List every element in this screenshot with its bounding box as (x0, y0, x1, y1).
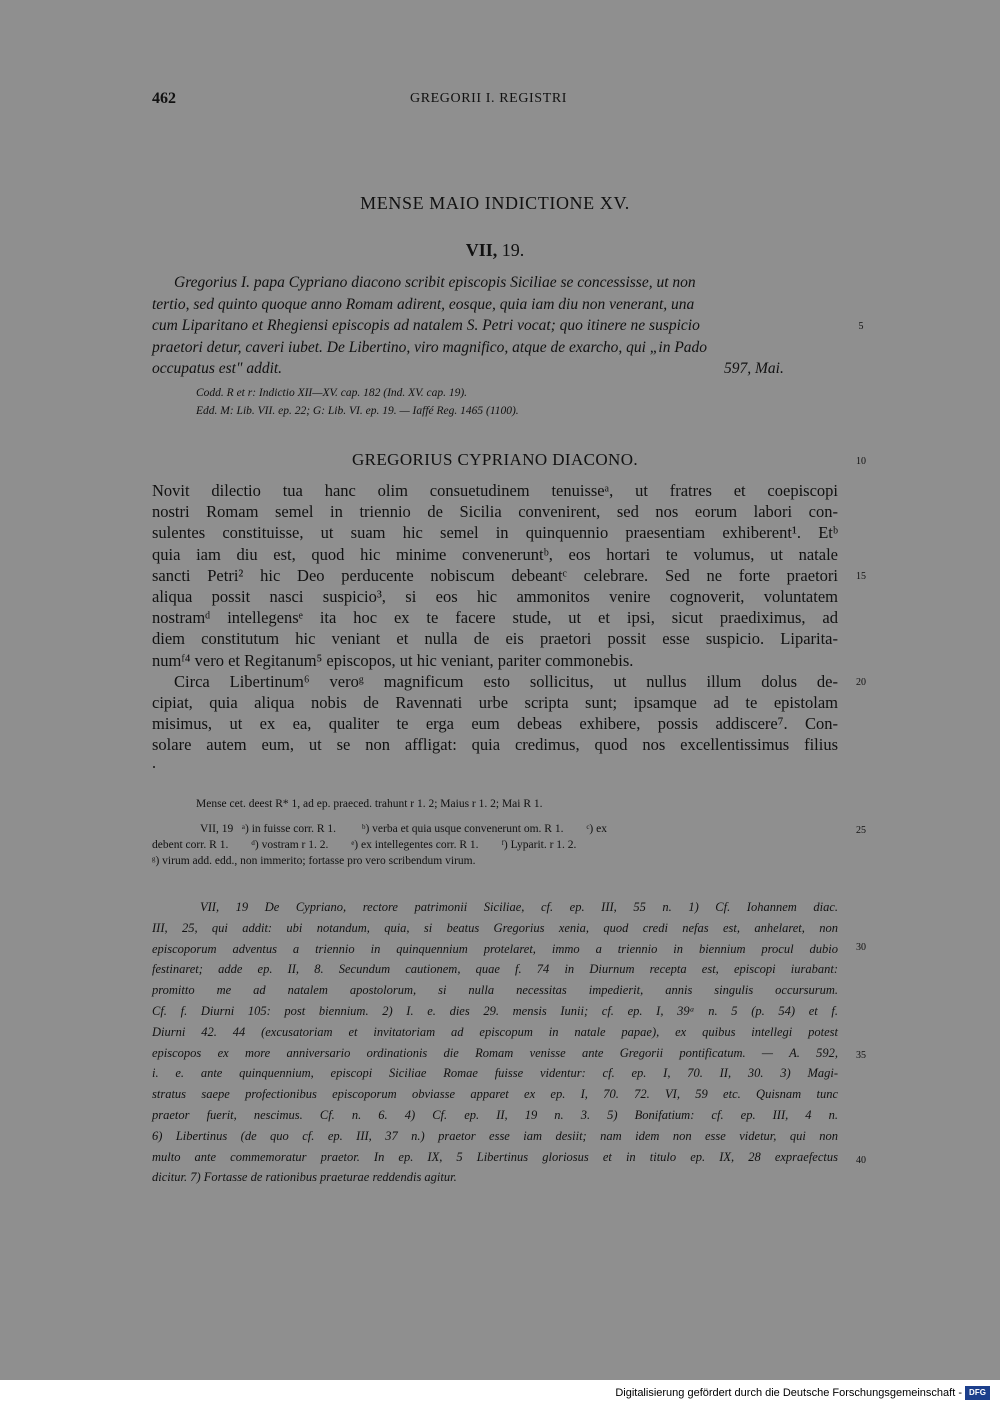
line-number-25: 25 (856, 825, 866, 836)
editions-line: Edd. M: Lib. VII. ep. 22; G: Lib. VI. ep. 19. — Iaffé Reg. 1465 (1100). (196, 405, 519, 417)
line-number-40: 40 (856, 1155, 866, 1166)
letter-address: GREGORIUS CYPRIANO DIACONO. (351, 450, 639, 469)
letter-number-bold: VII, (465, 240, 498, 260)
note-line: episcopos ex more anniversario ordinationis die Romam venisse ante Gregorii pontificatum. — A. 592, (152, 1045, 838, 1060)
dfg-logo-icon: DFG (965, 1386, 990, 1400)
abstract-line: cum Liparitano et Rhegiensi episcopis ad natalem S. Petri vocat; quo itinere ne suspicio (152, 317, 700, 335)
body-line: misimus, ut ex ea, qualiter te erga eum debeas exhibere, possis addiscere⁷. Con- (152, 714, 838, 734)
stray-dot (153, 766, 155, 768)
note-line: episcoporum adventus a triennio in quinquennium protelaret, immo a triennio in biennium procul dubio (152, 941, 838, 956)
page-number: 462 (152, 90, 176, 107)
explanatory-notes (152, 897, 838, 1188)
body-line: numᶠ⁴ vero et Regitanum⁵ episcopos, ut hic veniant, pariter commonebis. (152, 650, 634, 670)
note-line: multo ante commemoratur praetor. In ep. IX, 5 Libertinus gloriosus et in titulo ep. IX, 28 expraefectus (152, 1149, 838, 1164)
codices-line: Codd. R et r: Indictio XII—XV. cap. 182 (Ind. XV. cap. 19). (196, 387, 468, 399)
apparatus-line: VII, 19 ᵃ) in fuisse corr. R 1. ᵇ) verba et quia usque convenerunt om. R 1. ᶜ) ex (200, 823, 607, 835)
note-line: III, 25, qui addit: ubi notandum, quia, si beatus Gregorius xenia, quod credi nefas est, anhelaret, non (152, 920, 838, 935)
line-number-30: 30 (856, 942, 866, 953)
abstract (152, 272, 838, 380)
letter-number-rest: 19. (497, 240, 525, 260)
line-number-35: 35 (856, 1050, 866, 1061)
line-number-15: 15 (856, 571, 866, 582)
section-title: MENSE MAIO INDICTIONE XV. (360, 193, 630, 213)
note-line: VII, 19 De Cypriano, rectore patrimonii Siciliae, cf. ep. III, 55 n. 1) Cf. Iohannem diac. (200, 900, 838, 914)
line-number-10: 10 (856, 456, 866, 467)
body-line: nostramᵈ intellegensᵉ ita hoc ex te facere stude, ut et ipsi, sicut praediximus, ad (152, 608, 838, 628)
apparatus-line: ᵍ) virum add. edd., non immerito; fortasse pro vero scribendum virum. (152, 855, 476, 867)
body-line: nostri Romam semel in triennio de Sicilia convenirent, sed nos eorum labori con- (152, 502, 838, 522)
note-line: 6) Libertinus (de quo cf. ep. III, 37 n.) praetor esse iam desiit; nam idem non esse videtur, qui non (152, 1128, 838, 1143)
note-line: i. e. ante quinquennium, episcopi Siciliae Romae fuisse videntur: cf. ep. I, 70. II, 30. 3) Magi- (152, 1066, 838, 1081)
apparatus-mense: Mense cet. deest R* 1, ad ep. praeced. trahunt r 1. 2; Maius r 1. 2; Mai R 1. (196, 798, 543, 810)
body-first-line: Novit dilectio tua hanc olim consuetudinem tenuisseᵃ, ut fratres et coepiscopi (152, 481, 838, 500)
abstract-last-line: occupatus est" addit. (152, 360, 283, 378)
abstract-line (152, 358, 838, 380)
letter-number (0, 240, 990, 261)
body-line: Circa Libertinum⁶ veroᵍ magnificum esto sollicitus, ut nullus illum dolus de- (174, 671, 838, 691)
note-line: stratus saepe profectionibus episcoporum obviasse apparet ex ep. I, 70. 72. VI, 59 etc. Quisnam tunc (152, 1087, 838, 1102)
body-line: solare autem eum, ut se non affligat: quia credimus, quod nos excellentissimus filius (152, 735, 838, 755)
body-line: sancti Petri² hic Deo perducente nobiscum debeantᶜ celebrare. Sed ne forte praetori (152, 565, 838, 585)
body-line: cipiat, quia aliqua nobis de Ravennati urbe scripta sunt; ipsamque ad te epistolam (152, 693, 838, 713)
line-number-20: 20 (856, 677, 866, 688)
note-line: Cf. f. Diurni 105: post biennium. 2) I. e. dies 29. mensis Iunii; cf. ep. I, 39ᵃ n. 5 (p. 54) et f. (152, 1003, 838, 1018)
running-head: GREGORII I. REGISTRI (410, 91, 568, 106)
note-line: praetor fuerit, nescimus. Cf. n. 6. 4) Cf. ep. II, 19 n. 3. 5) Bonifatium: cf. ep. III, 4 n. (152, 1107, 838, 1122)
footer-credit: Digitalisierung gefördert durch die Deutsche Forschungsgemeinschaft - (615, 1387, 962, 1399)
note-line: Diurni 42. 44 (excusatoriam et invitatoriam ad episcopum in natale papae), ex quibus intellegi potest (152, 1024, 838, 1039)
abstract-line: Gregorius I. papa Cypriano diacono scribit episcopis Siciliae se concessisse, ut non (174, 274, 696, 291)
body-line: aliqua possit nasci suspicio³, si eos hic ammonitos venire cognoverit, voluntatem (152, 587, 838, 607)
apparatus-line: debent corr. R 1. ᵈ) vostram r 1. 2. ᵉ) ex intellegentes corr. R 1. ᶠ) Lyparit. r 1. 2. (152, 839, 577, 851)
body-line: quia iam diu est, quod hic minime conveneruntᵇ, eos hortari te volumus, ut natale (152, 544, 838, 564)
note-line: promitto me ad natalem apostolorum, si nulla necessitas impedierit, annis singulis occursurum. (152, 983, 838, 998)
apparatus-block (152, 821, 838, 869)
note-line: dicitur. 7) Fortasse de rationibus praeturae reddendis agitur. (152, 1170, 457, 1185)
abstract-line: tertio, sed quinto quoque anno Romam adirent, eosque, quia iam diu non venerant, una (152, 295, 695, 313)
abstract-line: praetori detur, caveri iubet. De Libertino, viro magnifico, atque de exarcho, qui „in Pado (152, 338, 708, 356)
body-line (152, 480, 838, 501)
letter-date: 597, Mai. (724, 360, 784, 378)
note-line: festinaret; adde ep. II, 8. Secundum cautionem, quae f. 74 in Diurnum recepta est, episcopi iurabant: (152, 962, 838, 977)
letter-body (152, 480, 838, 756)
line-number-5: 5 (858, 321, 864, 332)
body-line: sulentes constituisse, ut suam hic semel in quinquennio praesentiam exhiberent¹. Etᵇ (152, 523, 838, 543)
body-line: diem constitutum hic veniant et nulla de eis praetori possit esse suspicio. Liparita- (152, 629, 838, 649)
